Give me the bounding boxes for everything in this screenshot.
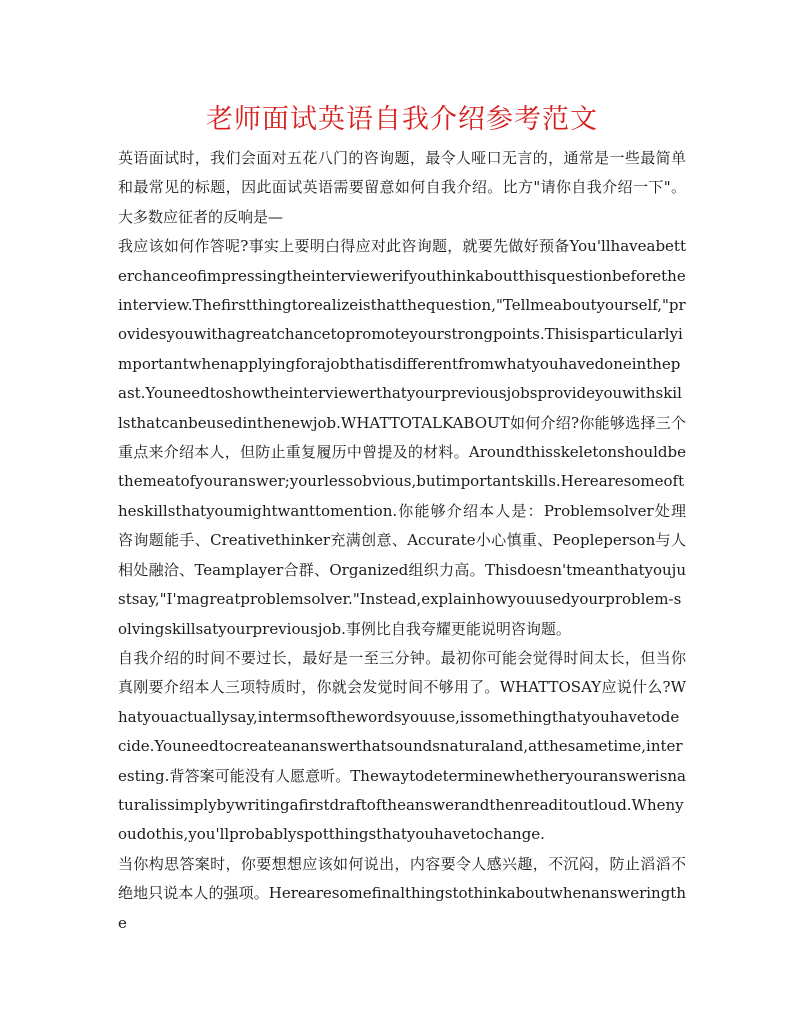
paragraph-final-things: 当你构思答案时，你要想想应该如何说出，内容要令人感兴趣，不沉闷，防止滔滔不绝地只说本人的强项。Herearesomefinalthingstothinkaboutwhenansweringthe [118, 854, 686, 932]
paragraph-how-to-answer: 我应该如何作答呢?事实上要明白得应对此咨询题，就要先做好预备You'llhaveabetterchanceofimpressingtheinterviewerifyouthinkaboutthisquestionbeforetheinterview.Thefirstthingtorealizeisthatthequestion,"Tellmeaboutyourself,"providesyouwithagreatchancetopromoteyourstrongpoints.Thisisparticularlyimportantwhenapplyingforajobthatisdifferentfromwhatyouhavedoneinthepast.Youneedtoshowtheinterviewerthatyourpreviousjobsprovideyouwithskillsthatcanbeusedinthenewjob.WHATTOTALKABOUT如何介绍?你能够选择三个重点来介绍本人，但防止重复履历中曾提及的材料。Aroundthisskeletonshouldbethemeatofyouranswer;yourlessobvious,butimportantskills.Herearesomeoftheskillsthatyoumightwanttomention.你能够介绍本人是：Problemsolver处理咨询题能手、Creativethinker充满创意、Accurate小心慎重、Peopleperson与人相处融洽、Teamplayer合群、Organized组织力高。Thisdoesn'tmeanthatyoujustsay,"I'magreatproblemsolver."Instead,explainhowyouusedyourproblem-solvingskillsatyourpreviousjob.事例比自我夸耀更能说明咨询题。 [118, 237, 686, 638]
paragraph-intro: 英语面试时，我们会面对五花八门的咨询题，最令人哑口无言的，通常是一些最简单和最常见的标题，因此面试英语需要留意如何自我介绍。比方"请你自我介绍一下"。大多数应征者的反响是— [118, 149, 686, 226]
document-title: 老师面试英语自我介绍参考范文 [206, 104, 598, 135]
paragraph-what-to-say: 自我介绍的时间不要过长，最好是一至三分钟。最初你可能会觉得时间太长，但当你真刚要介绍本人三项特质时，你就会发觉时间不够用了。WHATTOSAY应说什么?Whatyouactuallysay,intermsofthewordsyouuse,issomethingthatyouhavetodecide.Youneedtocreateananswerthatsoundsnaturaland,atthesametime,interesting.背答案可能没有人愿意听。Thewaytodeterminewhetheryouranswerisnaturalissimplybywritingafirstdraftoftheanswerandthenreaditoutloud.Whenyoudothis,you'llprobablyspotthingsthatyouhavetochange. [118, 648, 686, 844]
document-page [118, 100, 686, 938]
